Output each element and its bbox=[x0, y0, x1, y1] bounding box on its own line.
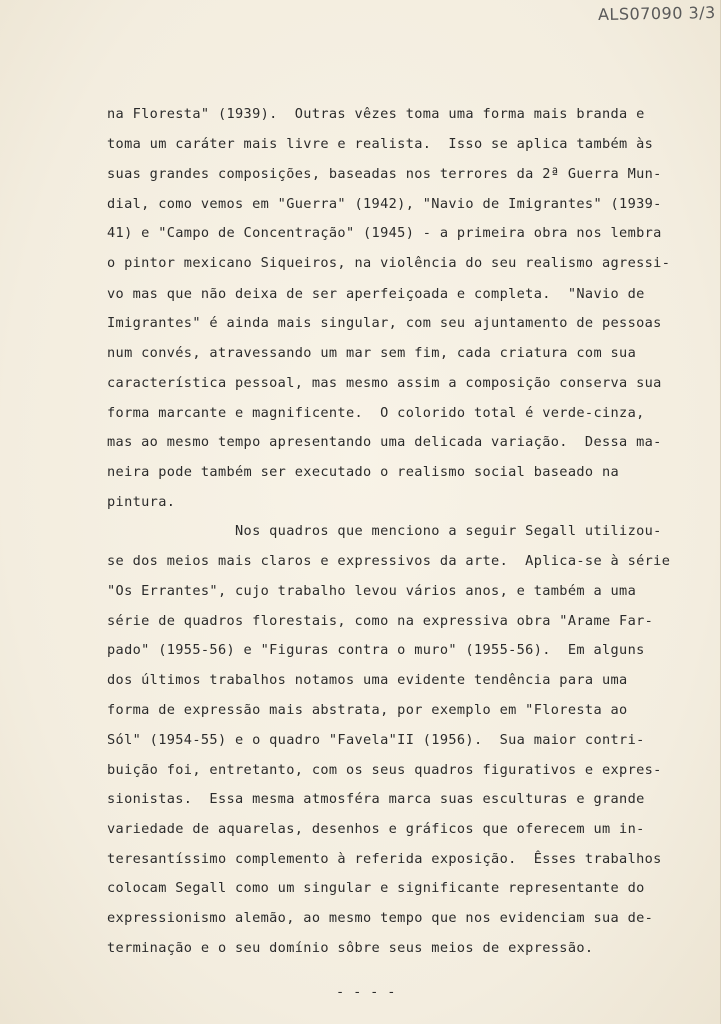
text-line: pintura. bbox=[107, 494, 176, 510]
text-line: pado" (1955-56) e "Figuras contra o muro" (1955-56). Em alguns bbox=[107, 642, 645, 658]
text-line: variedade de aquarelas, desenhos e gráficos que oferecem um in- bbox=[107, 821, 645, 837]
text-line: mas ao mesmo tempo apresentando uma delicada variação. Dessa ma- bbox=[107, 434, 662, 450]
text-line: forma marcante e magnificente. O colorido total é verde-cinza, bbox=[107, 405, 645, 421]
text-line: terminação e o seu domínio sôbre seus meios de expressão. bbox=[107, 940, 594, 956]
text-line: se dos meios mais claros e expressivos da arte. Aplica-se à série bbox=[107, 553, 671, 569]
end-of-text-mark: - - - - bbox=[336, 984, 396, 1000]
text-line: neira pode também ser executado o realismo social baseado na bbox=[107, 464, 620, 480]
text-line: vo mas que não deixa de ser aperfeiçoada e completa. "Navio de bbox=[107, 286, 645, 302]
text-line: o pintor mexicano Siqueiros, na violência do seu realismo agressi- bbox=[107, 255, 671, 271]
text-line: série de quadros florestais, como na expressiva obra "Arame Far- bbox=[107, 613, 654, 629]
text-line: forma de expressão mais abstrata, por exemplo em "Floresta ao bbox=[107, 702, 628, 718]
text-line: dos últimos trabalhos notamos uma evidente tendência para uma bbox=[107, 672, 628, 688]
text-line: 41) e "Campo de Concentração" (1945) - a primeira obra nos lembra bbox=[107, 225, 662, 241]
text-line: na Floresta" (1939). Outras vêzes toma uma forma mais branda e bbox=[107, 106, 645, 122]
text-line: Imigrantes" é ainda mais singular, com seu ajuntamento de pessoas bbox=[107, 315, 662, 331]
text-line: característica pessoal, mas mesmo assim a composição conserva sua bbox=[107, 375, 662, 391]
text-line: colocam Segall como um singular e significante representante do bbox=[107, 880, 645, 896]
text-line: sionistas. Essa mesma atmosféra marca suas esculturas e grande bbox=[107, 791, 645, 807]
text-line: expressionismo alemão, ao mesmo tempo que nos evidenciam sua de- bbox=[107, 910, 654, 926]
text-line: num convés, atravessando um mar sem fim, cada criatura com sua bbox=[107, 345, 637, 361]
archive-code-handwritten: ALS07090 3/3 bbox=[597, 2, 716, 25]
text-line: Sól" (1954-55) e o quadro "Favela"II (1956). Sua maior contri- bbox=[107, 732, 645, 748]
text-line: "Os Errantes", cujo trabalho levou vários anos, e também a uma bbox=[107, 583, 637, 599]
text-line: buição foi, entretanto, com os seus quadros figurativos e expres- bbox=[107, 762, 662, 778]
text-line: dial, como vemos em "Guerra" (1942), "Navio de Imigrantes" (1939- bbox=[107, 196, 662, 212]
text-line: teresantíssimo complemento à referida exposição. Êsses trabalhos bbox=[107, 851, 662, 867]
text-line: toma um caráter mais livre e realista. Isso se aplica também às bbox=[107, 136, 654, 152]
paragraph-start-line: Nos quadros que menciono a seguir Segall utilizou- bbox=[107, 523, 662, 539]
text-line: suas grandes composições, baseadas nos terrores da 2ª Guerra Mun- bbox=[107, 166, 662, 182]
